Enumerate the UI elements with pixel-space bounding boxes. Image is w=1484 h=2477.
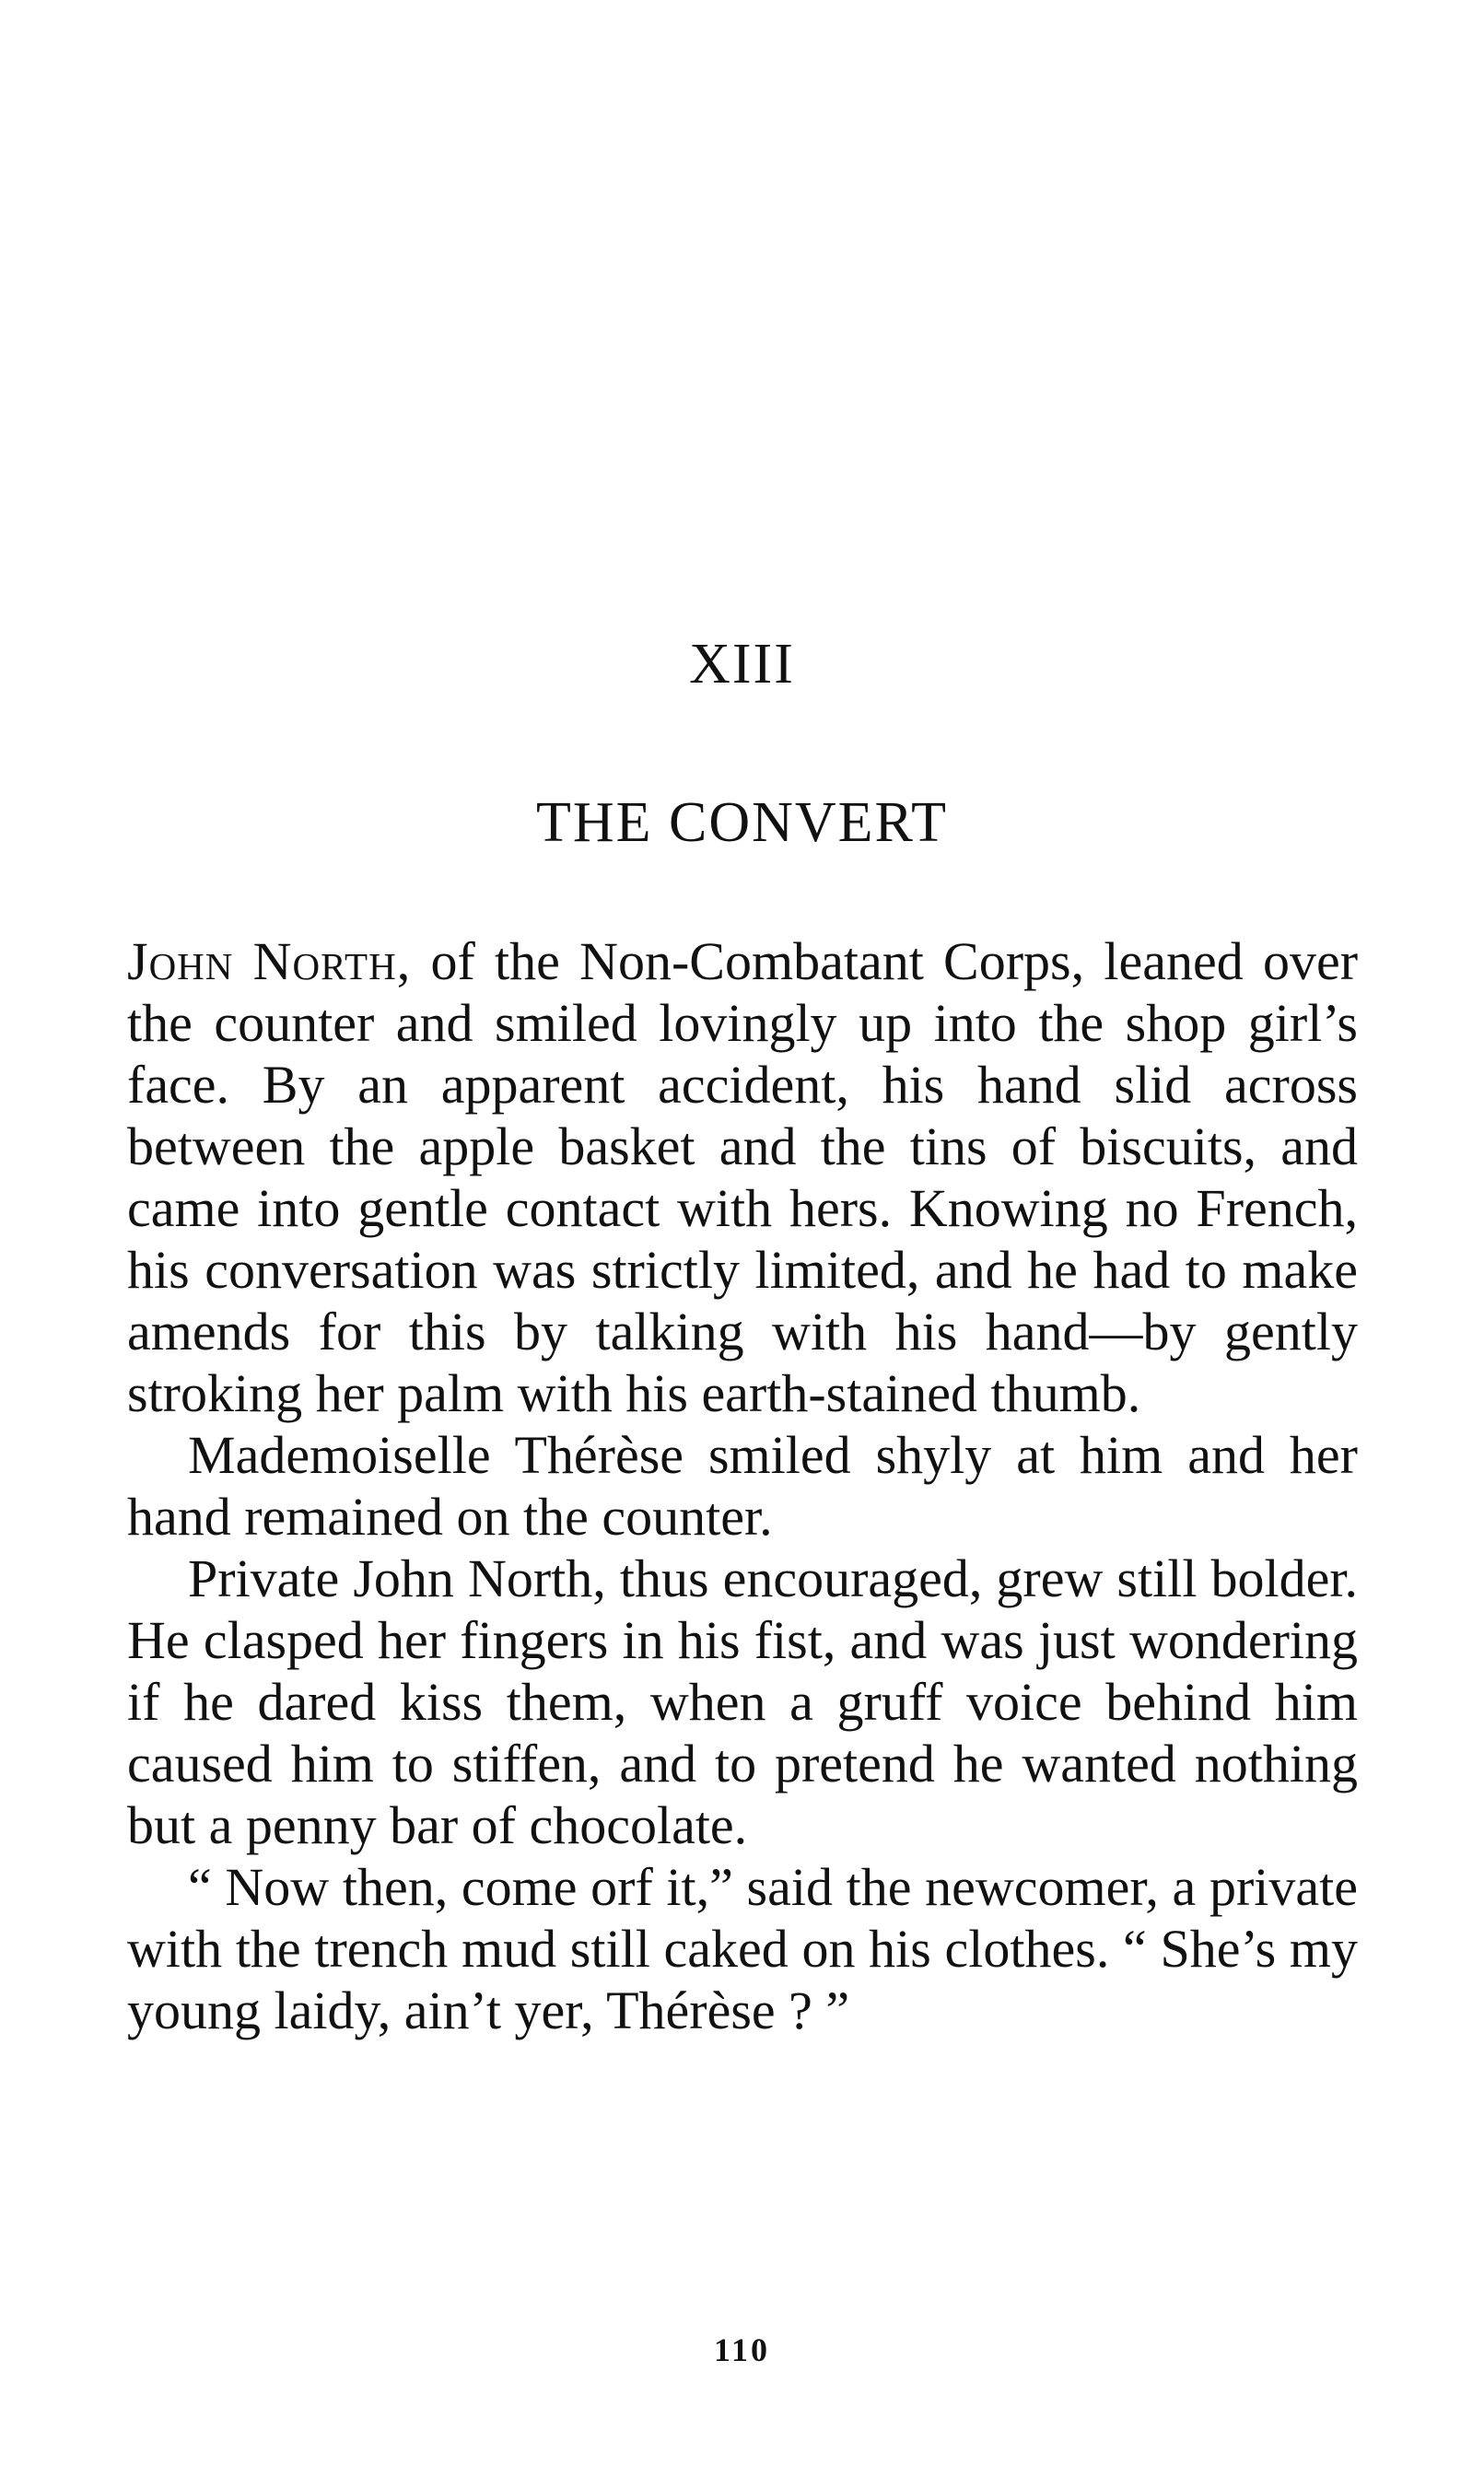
page-number: 110 xyxy=(713,2331,770,2368)
body-text xyxy=(127,930,1358,2041)
paragraph-3: Private John North, thus encouraged, grew still bolder. He clasped her fingers in his fist, and was just wondering if he dared kiss them, when a gruff voice behind him caused him to stiffen, and to pretend he wanted nothing but a penny bar of chocolate. xyxy=(127,1548,1358,1855)
lead-name-second: North, xyxy=(252,931,412,991)
paragraph-1 xyxy=(127,930,1358,1424)
lead-name-first: John xyxy=(127,931,234,991)
paragraph-4: “ Now then, come orf it,” said the newcomer, a private with the trench mud still caked on his clothes. “ She’s my young laidy, ain’t yer, Thérèse ? ” xyxy=(127,1857,1358,2040)
paragraph-1-text: of the Non-Combatant Corps, leaned over the counter and smiled lovingly up into the shop girl’s face. By an apparent accident, his hand slid across between the apple basket and the tins of biscuits, and came into gentle contact with hers. Knowing no French, his conversation was strictly limited, and he had to make amends for this by talking with his hand—by gently stroking her palm with his earth-stained thumb. xyxy=(127,931,1359,1423)
paragraph-2: Mademoiselle Thérèse smiled shyly at him and her hand remained on the counter. xyxy=(127,1425,1358,1547)
chapter-title: THE CONVERT xyxy=(535,791,949,854)
chapter-number: XIII xyxy=(689,633,795,695)
